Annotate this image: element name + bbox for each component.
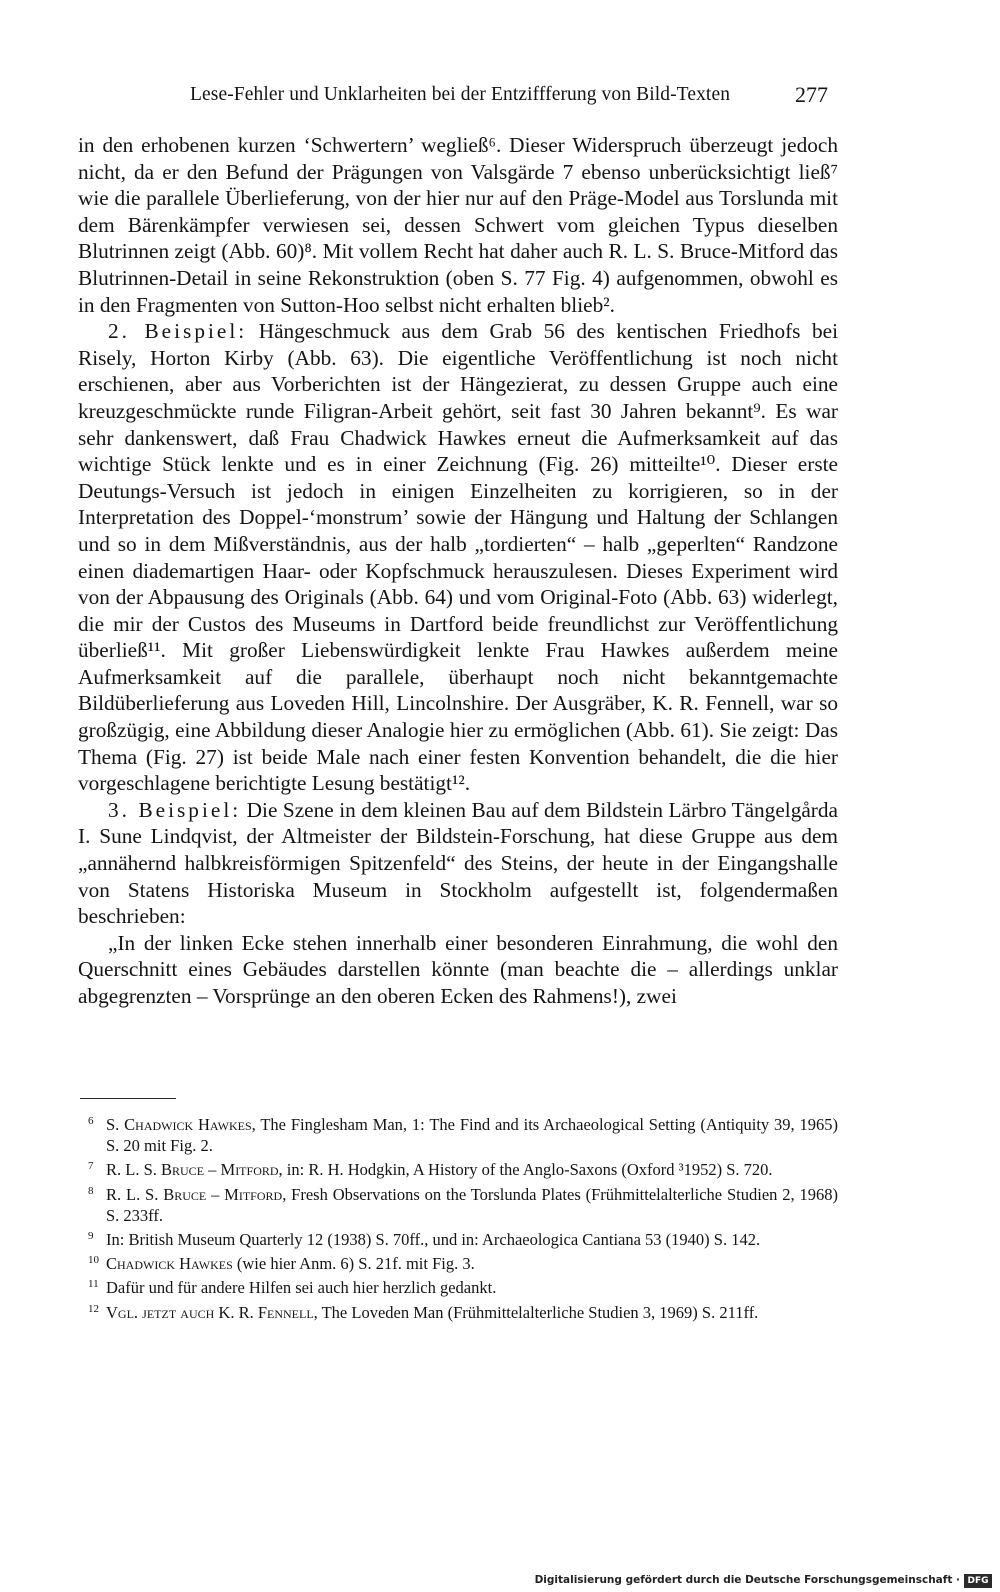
page-header — [190, 84, 828, 114]
footnote — [82, 1114, 838, 1156]
footnote-mark: 10 — [88, 1254, 99, 1267]
paragraph-3-text: Die Szene in dem kleinen Bau auf dem Bildstein Lärbro Tängelgårda I. Sune Lindqvist, der Altmeister der Bildstein-Forschung, hat diese Gruppe aus dem „annähernd halbkreisförmigen Spitzenfeld“ des Steins, der heute in der Eingangshalle von Statens Historiska Museum in Stockholm aufgestellt ist, folgendermaßen beschrieben: — [78, 797, 838, 929]
footnote-mark: 9 — [88, 1230, 94, 1243]
example-label-3: 3. Beispiel: — [108, 797, 242, 822]
paragraph-3 — [78, 797, 838, 930]
footnote — [82, 1184, 838, 1226]
footnotes — [82, 1114, 838, 1326]
footnote — [82, 1159, 838, 1180]
footnote-author: R. L. S. Bruce – Mitford — [106, 1160, 279, 1180]
footnote-author: S. Chadwick Hawkes — [106, 1115, 252, 1134]
running-head: Lese-Fehler und Unklarheiten bei der Entziffferung von Bild-Texten — [190, 84, 731, 105]
footnote-mark: 8 — [88, 1184, 94, 1197]
footnote-mark: 12 — [88, 1302, 99, 1315]
footnote — [82, 1277, 838, 1298]
body-text — [78, 132, 838, 1010]
footnote-mark: 11 — [88, 1278, 99, 1291]
footnote-text: , The Loveden Man (Frühmittelalterliche Studien 3, 1969) S. 211ff. — [313, 1302, 759, 1322]
footnote-text: , The Finglesham Man, 1: The Find and its Archaeological Setting (Antiquity 39, 1965) S. 20 mit Fig. 2. — [106, 1115, 838, 1156]
footnote-mark: 6 — [88, 1115, 94, 1127]
footnote-text: , Fresh Observations on the Torslunda Plates (Frühmittelalterliche Studien 2, 1968) S. 233ff. — [106, 1184, 838, 1225]
footnote-author: Vgl. jetzt auch K. R. Fennell — [106, 1302, 314, 1322]
paragraph-1: in den erhobenen kurzen ‘Schwertern’ wegließ⁶. Dieser Widerspruch überzeugt jedoch nicht, da er den Befund der Prägungen von Valsgärde 7 ebenso unberücksichtigt ließ⁷ wie die parallele Überlieferung, von der hier nur auf den Präge-Model aus Torslunda mit dem Bärenkämpfer verwiesen sei, dessen Schwert vom gleichen Typus dieselben Blutrinnen zeigt (Abb. 60)⁸. Mit vollem Recht hat daher auch R. L. S. Bruce-Mitford das Blutrinnen-Detail in seine Rekonstruktion (oben S. 77 Fig. 4) aufgenommen, obwohl es in den Fragmenten von Sutton-Hoo selbst nicht erhalten blieb². — [78, 133, 838, 317]
example-label-2: 2. Beispiel: — [108, 319, 248, 344]
footnote-mark: 7 — [88, 1160, 94, 1173]
paragraph-2-text: Hängeschmuck aus dem Grab 56 des kentischen Friedhofs bei Risely, Horton Kirby (Abb. 63). Die eigentliche Veröffentlichung ist noch nicht erschienen, aber aus Vorberichten ist der Hängezierat, zu dessen Gruppe auch eine kreuzgeschmückte runde Filigran-Arbeit gehört, seit fast 30 Jahren bekannt⁹. Es war sehr dankenswert, daß Frau Chadwick Hawkes erneut die Aufmerksamkeit auf das wichtige Stück lenkte und es in einer Zeichnung (Fig. 26) mitteilte¹⁰. Dieser erste Deutungs-Versuch ist jedoch in einigen Einzelheiten zu korrigieren, so in der Interpretation des Doppel-‘monstrum’ sowie der Hängung und Haltung der Schlangen und so in dem Mißverständnis, aus der halb „tordierten“ – halb „geperlten“ Randzone einen diademartigen Haar- oder Kopfschmuck herauszulesen. Dieses Experiment wird von der Abpausung des Originals (Abb. 64) und vom Original-Foto (Abb. 63) widerlegt, die mir der Custos des Museums in Dartford beide freundlichst zur Veröffentlichung überließ¹¹. Mit großer Liebenswürdigkeit lenkte Frau Hawkes außerdem meine Aufmerksamkeit auf die parallele, überhaupt noch nicht bekanntgemachte Bildüberlieferung aus Loveden Hill, Lincolnshire. Der Ausgräber, K. R. Fennell, war so großzügig, eine Abbildung dieser Analogie hier zu ermöglichen (Abb. 61). Sie zeigt: Das Thema (Fig. 27) ist beide Male nach einer festen Konvention behandelt, die die hier vorgeschlagene berichtigte Lesung bestätigt¹². — [78, 319, 838, 796]
footnote — [82, 1302, 838, 1323]
footnote-text: In: British Museum Quarterly 12 (1938) S. 70ff., und in: Archaeologica Cantiana 53 (1940) S. 142. — [106, 1230, 761, 1250]
footnote-text: (wie hier Anm. 6) S. 21f. mit Fig. 3. — [232, 1254, 475, 1274]
footnote-author: Chadwick Hawkes — [106, 1254, 233, 1274]
footnote — [82, 1229, 838, 1250]
footnote-divider — [80, 1098, 176, 1099]
paragraph-2 — [78, 318, 838, 797]
page-number: 277 — [795, 82, 828, 107]
digitization-credit: Digitalisierung gefördert durch die Deutsche Forschungsgemeinschaft · — [534, 1574, 960, 1586]
footnote — [82, 1253, 838, 1274]
footnote-text: , in: R. H. Hodgkin, A History of the Anglo-Saxons (Oxford ³1952) S. 720. — [278, 1160, 773, 1180]
footnote-author: R. L. S. Bruce – Mitford — [106, 1184, 283, 1204]
paragraph-4-quote: „In der linken Ecke stehen innerhalb einer besonderen Einrahmung, die wohl den Querschnitt eines Gebäudes darstellen könnte (man beachte die – allerdings unklar abgegrenzten – Vorsprünge an den oberen Ecken des Rahmens!), zwei — [78, 930, 838, 1008]
dfg-logo: DFG — [964, 1574, 992, 1588]
footnote-text: Dafür und für andere Hilfen sei auch hier herzlich gedankt. — [106, 1278, 497, 1298]
